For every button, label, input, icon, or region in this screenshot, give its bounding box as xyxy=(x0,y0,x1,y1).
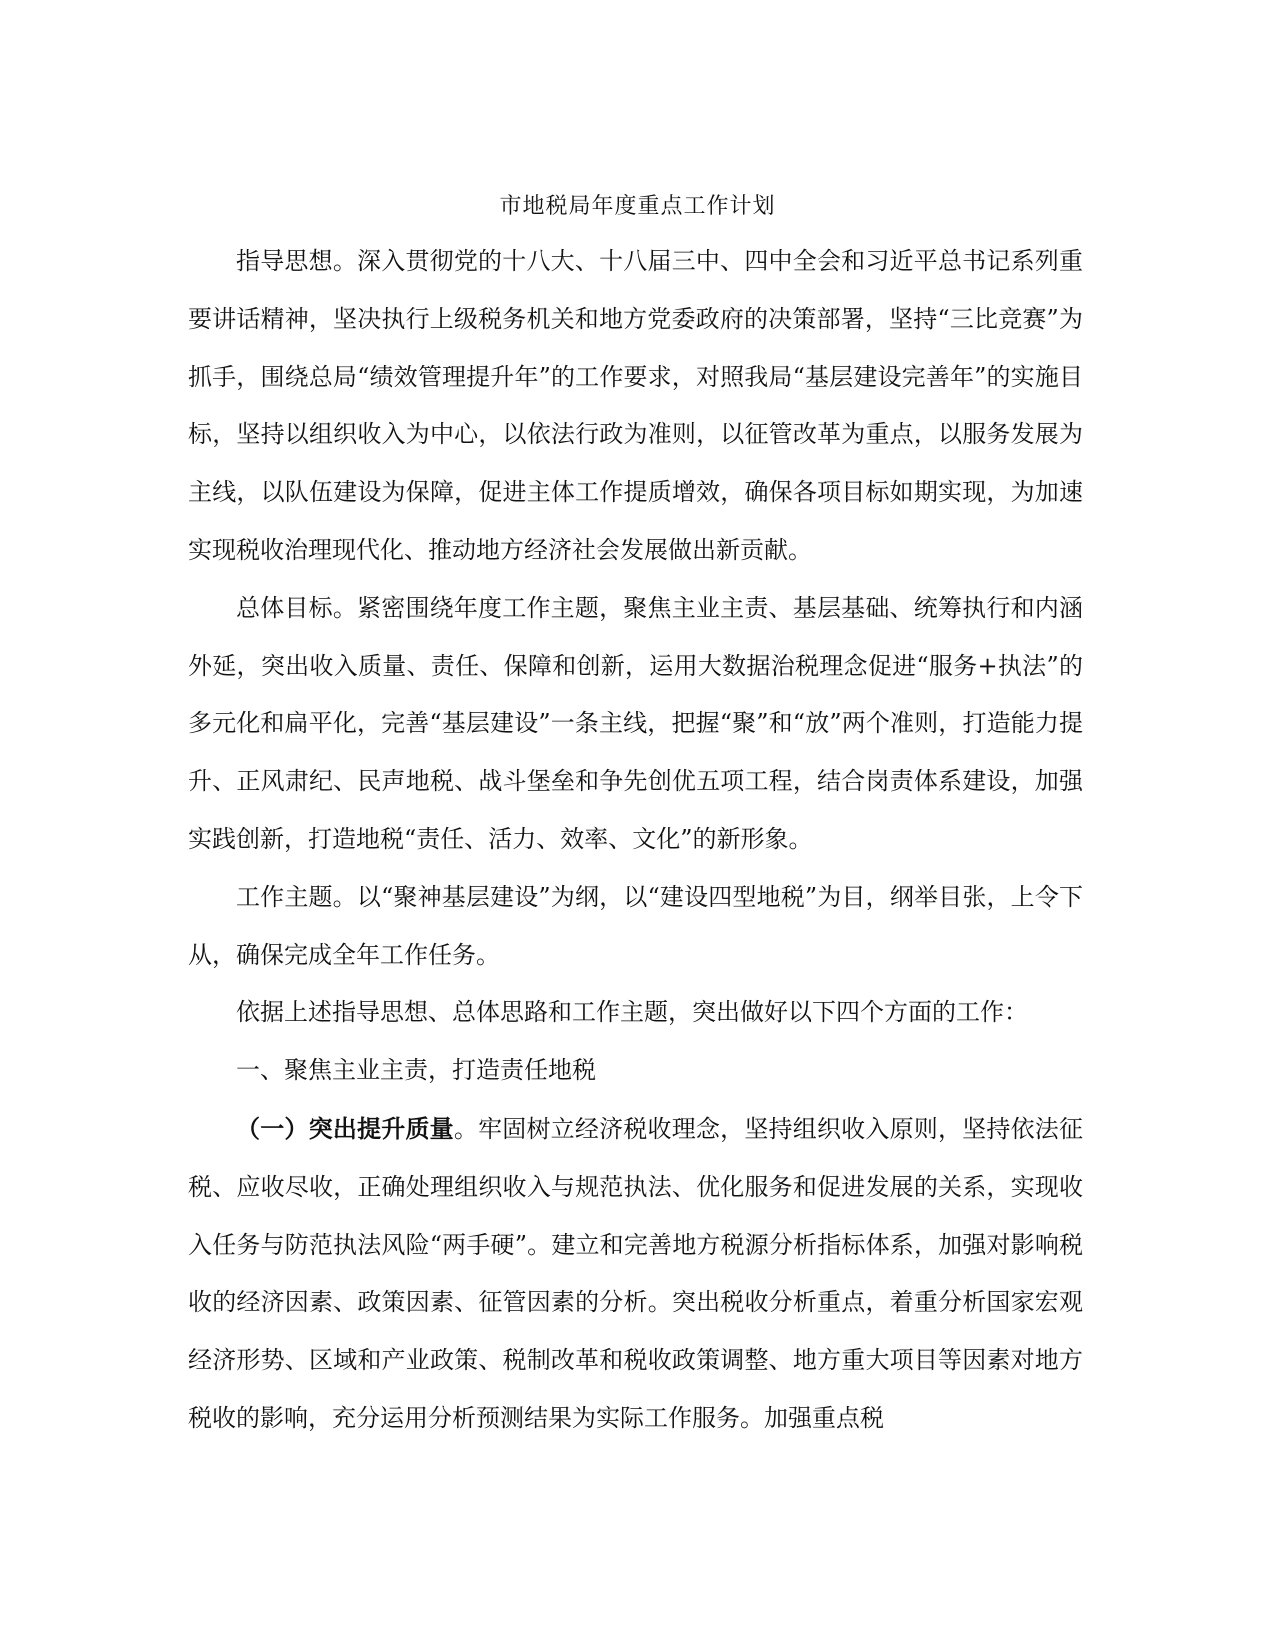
paragraph-intro-four-aspects: 依据上述指导思想、总体思路和工作主题，突出做好以下四个方面的工作： xyxy=(236,998,1028,1027)
paragraph-subsection-1 xyxy=(188,1100,1083,1448)
subsection-text: 。牢固树立经济税收理念，坚持组织收入原则，坚持依法征税、应收尽收，正确处理组织收入与规范执法、优化服务和促进发展的关系，实现收入任务与防范执法风险“两手硬”。建立和完善地方税源分析指标体系，加强对影响税收的经济因素、政策因素、征管因素的分析。突出税收分析重点，着重分析国家宏观经济形势、区域和产业政策、税制改革和税收政策调整、地方重大项目等因素对地方税收的影响，充分运用分析预测结果为实际工作服务。加强重点税 xyxy=(188,1114,1084,1432)
page-title: 市地税局年度重点工作计划 xyxy=(499,194,776,219)
subsection-lead: （一）突出提升质量 xyxy=(236,1113,454,1143)
paragraph-guiding-ideology: 指导思想。深入贯彻党的十八大、十八届三中、四中全会和习近平总书记系列重要讲话精神，坚决执行上级税务机关和地方党委政府的决策部署，坚持“三比竞赛”为抓手，围绕总局“绩效管理提升年”的工作要求，对照我局“基层建设完善年”的实施目标，坚持以组织收入为中心，以依法行政为准则，以征管改革为重点，以服务发展为主线，以队伍建设为保障，促进主体工作提质增效，确保各项目标如期实现，为加速实现税收治理现代化、推动地方经济社会发展做出新贡献。 xyxy=(188,247,1083,564)
document-body xyxy=(188,233,1083,1448)
section-heading-1: 一、聚焦主业主责，打造责任地税 xyxy=(236,1056,596,1085)
paragraph-work-theme: 工作主题。以“聚神基层建设”为纲，以“建设四型地税”为目，纲举目张，上令下从，确保完成全年工作任务。 xyxy=(188,882,1083,969)
paragraph-overall-goal: 总体目标。紧密围绕年度工作主题，聚焦主业主责、基层基础、统筹执行和内涵外延，突出收入质量、责任、保障和创新，运用大数据治税理念促进“服务+执法”的多元化和扁平化，完善“基层建设”一条主线，把握“聚”和“放”两个准则，打造能力提升、正风肃纪、民声地税、战斗堡垒和争先创优五项工程，结合岗责体系建设，加强实践创新，打造地税“责任、活力、效率、文化”的新形象。 xyxy=(188,593,1083,853)
